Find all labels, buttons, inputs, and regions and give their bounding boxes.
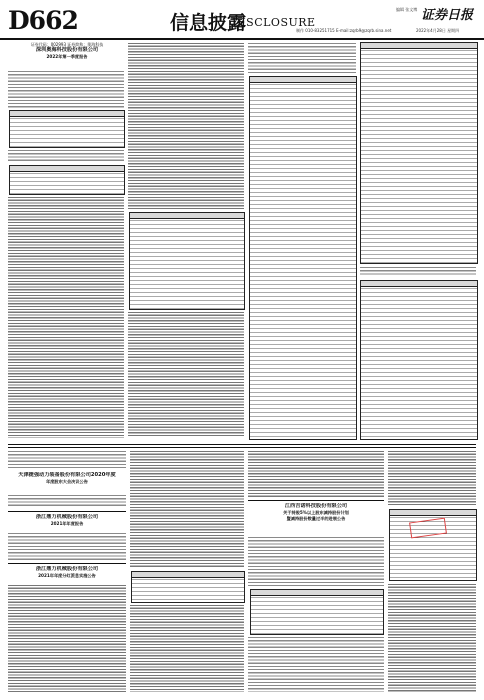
- notice-2-body: [8, 494, 126, 508]
- bottom-col-2-body-b: [130, 604, 244, 692]
- newspaper-logo: 证券日报: [421, 8, 474, 23]
- section-title-cn: 信息披露: [170, 12, 247, 34]
- notice-1-title: 2022年第一季度报告: [46, 54, 88, 59]
- column-4-table-b: [360, 280, 478, 440]
- notice-5-body-a: [248, 536, 384, 586]
- page-header: [0, 0, 484, 40]
- column-4-table-a: [360, 42, 478, 264]
- contact-line: 制作 010-83251715 E-mail:zqrb9@zqrb.sina.net: [296, 28, 392, 33]
- notice-3-body: [8, 532, 126, 560]
- notice-2-company: 天津捷强动力装备股份有限公司2020年度: [18, 472, 116, 478]
- notice-3-header: [8, 514, 126, 530]
- notice-4-body: [8, 584, 126, 692]
- bottom-col-3-body-a: [248, 450, 384, 498]
- bottom-col-2-body-a: [130, 450, 244, 568]
- page-number: D662: [8, 6, 78, 35]
- notice-4-header: [8, 566, 126, 582]
- notice-2-lead: [8, 450, 126, 470]
- column-3-intro: [248, 42, 356, 74]
- section-divider: [8, 444, 476, 448]
- notice-5-title-2: 暨减持股份数量过半的进展公告: [286, 516, 346, 521]
- notice-5-rule: [248, 500, 384, 501]
- notice-5-title-1: 关于持股5%以上股东减持股份计划: [283, 510, 349, 515]
- notice-1-header: [8, 42, 126, 68]
- column-2-body-b: [128, 311, 244, 438]
- notice-3-company: 浙江鼎力机械股份有限公司: [35, 514, 99, 520]
- bottom-col-4-body-a: [388, 450, 476, 506]
- editor-line: 编辑 张文博: [396, 7, 418, 12]
- bottom-col-4-body-b: [388, 583, 476, 692]
- section-title-en: DISCLOSURE: [232, 16, 316, 29]
- notice-1-table-a: [9, 110, 125, 148]
- notice-2-header: [8, 472, 126, 492]
- notice-2-rule: [8, 511, 126, 512]
- notice-1-table-b: [9, 165, 125, 195]
- notice-5-header: [248, 503, 384, 533]
- notice-4-company: 浙江鼎力机械股份有限公司: [35, 566, 99, 572]
- notice-1-body-c: [8, 196, 124, 438]
- bottom-col-2-table: [131, 571, 245, 603]
- notice-1-body-a: [8, 70, 124, 108]
- notice-1-code: 证券代码：002993 证券简称：奥海科技: [30, 42, 104, 47]
- issue-date: 2022年4月28日 星期四: [416, 28, 460, 33]
- notice-3-rule: [8, 563, 126, 564]
- notice-1-company: 深圳奥海科技股份有限公司: [35, 47, 99, 53]
- column-2-table: [129, 212, 245, 310]
- column-3-table: [249, 76, 357, 440]
- notice-2-subtitle: 年度股东大会决议公告: [46, 479, 88, 484]
- notice-3-title: 2021年年度报告: [50, 521, 84, 526]
- notice-5-company: 江西吉诺科技股份有限公司: [284, 503, 348, 509]
- notice-5-body-b: [248, 636, 384, 692]
- column-4-note: [360, 266, 476, 276]
- notice-1-body-b: [8, 149, 124, 163]
- notice-4-title: 2021年年度分红派息实施公告: [38, 573, 96, 578]
- column-2-body-a: [128, 42, 244, 210]
- notice-5-table: [250, 589, 384, 635]
